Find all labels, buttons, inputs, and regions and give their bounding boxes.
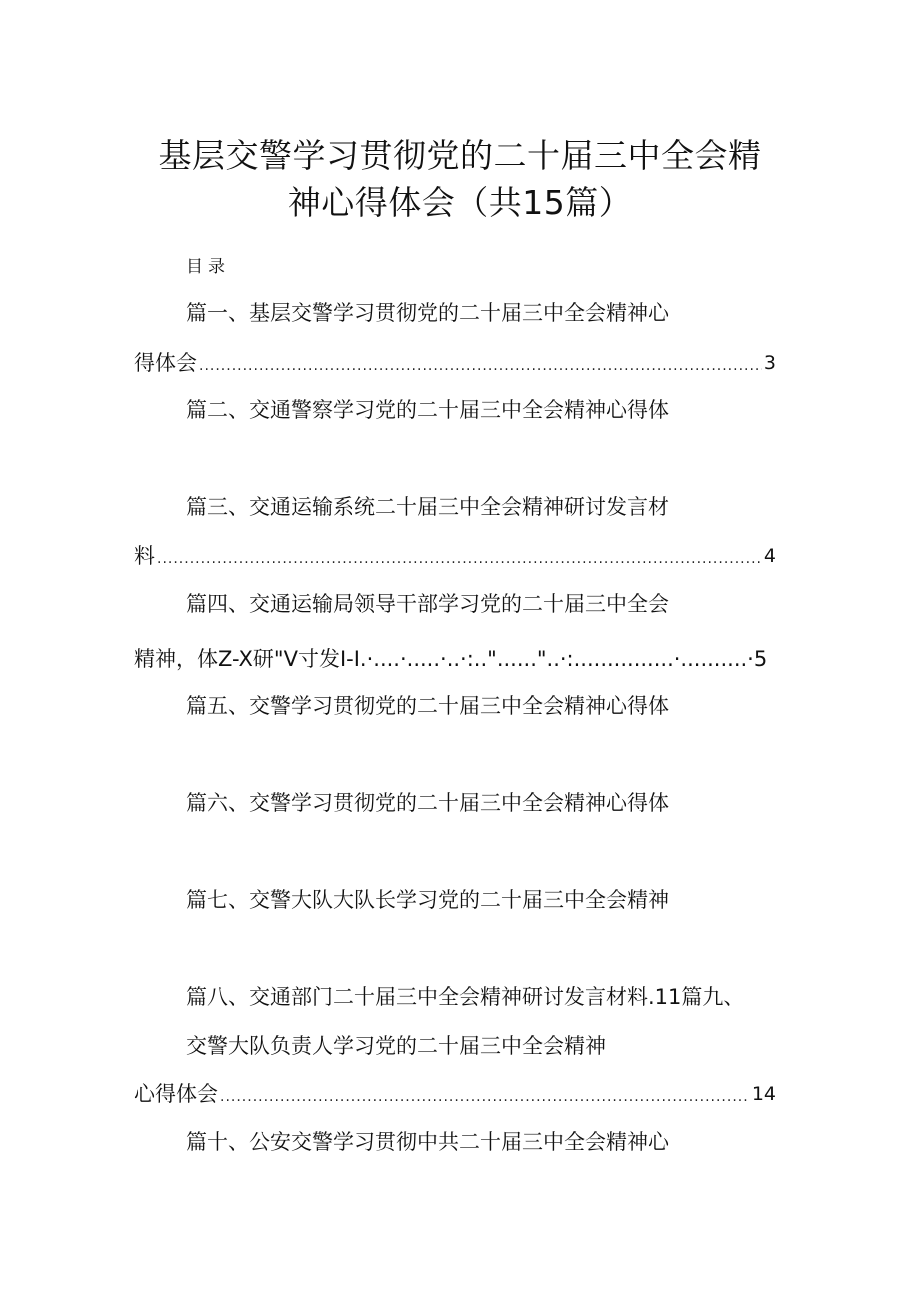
toc-entry-7: 篇七、交警大队大队长学习党的二十届三中全会精神 [186,888,669,912]
toc-dot-leader [157,542,762,570]
toc-entry-1-line-1: 篇一、基层交警学习贯彻党的二十届三中全会精神心 [186,301,669,325]
toc-entry-9-line-1: 交警大队负责人学习党的二十届三中全会精神 [186,1034,606,1058]
toc-entry-4-line-2: 精神，体Z-X研"V寸发I-I.·....·.....·..·:.."......"..·:...............·..........·5 [134,647,768,671]
toc-entry-3-line-2 [134,542,776,570]
toc-label: 目录 [186,257,230,277]
toc-entry-5: 篇五、交警学习贯彻党的二十届三中全会精神心得体 [186,694,669,718]
toc-entry-3-line-1: 篇三、交通运输系统二十届三中全会精神研讨发言材 [186,495,669,519]
toc-entry-6: 篇六、交警学习贯彻党的二十届三中全会精神心得体 [186,791,669,815]
toc-dot-leader [199,349,762,377]
toc-entry-1-line-2 [134,349,776,377]
document-title-line-1: 基层交警学习贯彻党的二十届三中全会精 [158,136,762,175]
toc-dot-leader [220,1080,750,1108]
toc-entry-4-line-1: 篇四、交通运输局领导干部学习党的二十届三中全会 [186,592,669,616]
toc-entry-8-line-1: 篇八、交通部门二十届三中全会精神研讨发言材料.11篇九、 [186,985,745,1009]
toc-entry-9-page: 14 [751,1083,776,1105]
toc-entry-9-line-2 [134,1080,776,1108]
toc-entry-1-page: 3 [763,352,776,374]
toc-entry-2: 篇二、交通警察学习党的二十届三中全会精神心得体 [186,398,669,422]
toc-entry-9-tail: 心得体会 [134,1082,218,1106]
toc-entry-1-tail: 得体会 [134,351,197,375]
toc-entry-3-page: 4 [763,545,776,567]
document-title-line-2: 神心得体会（共15篇） [287,183,633,222]
toc-entry-3-tail: 料 [134,544,155,568]
toc-entry-10: 篇十、公安交警学习贯彻中共二十届三中全会精神心 [186,1130,669,1154]
